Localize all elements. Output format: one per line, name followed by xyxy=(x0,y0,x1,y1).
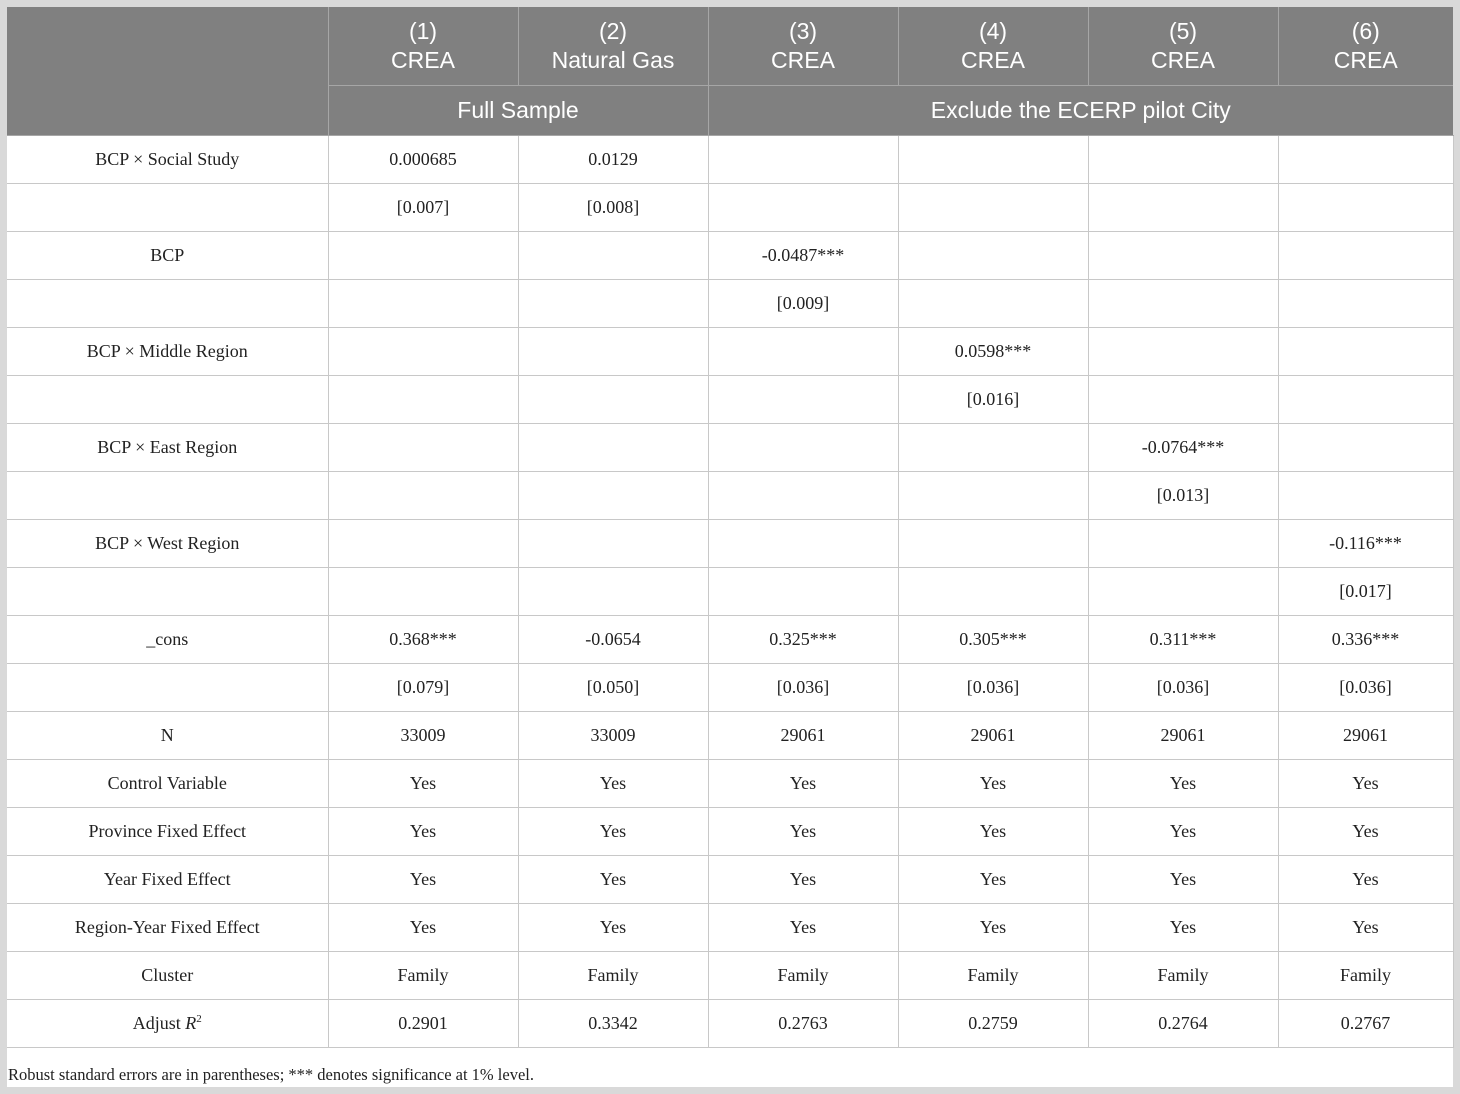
table-cell xyxy=(1088,520,1278,568)
row-label: N xyxy=(7,712,328,760)
row-label xyxy=(7,664,328,712)
table-cell: 29061 xyxy=(1088,712,1278,760)
column-header-5: (5) CREA xyxy=(1088,7,1278,86)
table-cell: Yes xyxy=(898,760,1088,808)
adjust-label-variable: R xyxy=(185,1013,197,1033)
row-label xyxy=(7,1000,328,1048)
table-cell: Yes xyxy=(1278,760,1453,808)
table-cell xyxy=(708,184,898,232)
table-cell: [0.036] xyxy=(1278,664,1453,712)
table-cell xyxy=(518,280,708,328)
table-cell: 29061 xyxy=(708,712,898,760)
table-cell: 0.2764 xyxy=(1088,1000,1278,1048)
row-label: BCP × West Region xyxy=(7,520,328,568)
table-cell: Yes xyxy=(518,856,708,904)
table-row xyxy=(7,856,1453,904)
table-cell xyxy=(328,520,518,568)
table-cell: 0.3342 xyxy=(518,1000,708,1048)
table-cell xyxy=(1278,280,1453,328)
table-cell xyxy=(1088,232,1278,280)
table-cell: 0.0129 xyxy=(518,136,708,184)
table-cell xyxy=(1088,184,1278,232)
adjust-label-superscript: 2 xyxy=(196,1013,202,1025)
table-cell xyxy=(1278,376,1453,424)
table-cell xyxy=(708,376,898,424)
table-cell: Yes xyxy=(328,760,518,808)
table-cell: Yes xyxy=(1278,856,1453,904)
row-label xyxy=(7,184,328,232)
row-label: BCP × Social Study xyxy=(7,136,328,184)
table-row xyxy=(7,136,1453,184)
group-header-exclude-pilot: Exclude the ECERP pilot City xyxy=(708,86,1453,136)
table-row xyxy=(7,328,1453,376)
table-cell: Family xyxy=(518,952,708,1000)
table-cell: Yes xyxy=(708,856,898,904)
table-row xyxy=(7,376,1453,424)
table-row xyxy=(7,712,1453,760)
table-cell: 0.305*** xyxy=(898,616,1088,664)
table-cell: [0.016] xyxy=(898,376,1088,424)
table-cell: 0.2759 xyxy=(898,1000,1088,1048)
table-cell: [0.009] xyxy=(708,280,898,328)
table-cell xyxy=(1088,328,1278,376)
table-cell: Yes xyxy=(328,856,518,904)
table-row xyxy=(7,760,1453,808)
table-cell xyxy=(1088,568,1278,616)
table-body xyxy=(7,136,1453,1048)
table-cell: -0.0764*** xyxy=(1088,424,1278,472)
table-cell: Family xyxy=(708,952,898,1000)
row-label: Year Fixed Effect xyxy=(7,856,328,904)
table-cell: Yes xyxy=(898,904,1088,952)
table-cell: Yes xyxy=(1278,904,1453,952)
table-cell xyxy=(518,376,708,424)
group-header-full-sample: Full Sample xyxy=(328,86,708,136)
table-cell: [0.007] xyxy=(328,184,518,232)
table-cell: Yes xyxy=(1088,856,1278,904)
table-cell: Family xyxy=(898,952,1088,1000)
table-cell xyxy=(898,472,1088,520)
table-row xyxy=(7,520,1453,568)
table-cell: Family xyxy=(1278,952,1453,1000)
table-cell: [0.050] xyxy=(518,664,708,712)
table-cell: Yes xyxy=(518,904,708,952)
table-cell xyxy=(708,472,898,520)
table-row xyxy=(7,568,1453,616)
table-row xyxy=(7,280,1453,328)
row-label xyxy=(7,376,328,424)
table-cell xyxy=(1278,184,1453,232)
table-cell: 29061 xyxy=(1278,712,1453,760)
table-cell xyxy=(1278,328,1453,376)
table-cell: 33009 xyxy=(518,712,708,760)
table-cell: Yes xyxy=(328,808,518,856)
table-row xyxy=(7,616,1453,664)
table-cell xyxy=(708,424,898,472)
table-cell: 0.311*** xyxy=(1088,616,1278,664)
table-row xyxy=(7,232,1453,280)
row-label: BCP × East Region xyxy=(7,424,328,472)
table-cell xyxy=(328,568,518,616)
row-label xyxy=(7,472,328,520)
table-cell xyxy=(898,280,1088,328)
table-cell: [0.036] xyxy=(1088,664,1278,712)
table-cell xyxy=(1278,232,1453,280)
table-row xyxy=(7,424,1453,472)
table-cell: [0.079] xyxy=(328,664,518,712)
column-header-6: (6) CREA xyxy=(1278,7,1453,86)
table-cell: [0.008] xyxy=(518,184,708,232)
table-cell: 0.000685 xyxy=(328,136,518,184)
regression-table xyxy=(7,7,1454,1048)
table-row-adjust-r2 xyxy=(7,1000,1453,1048)
table-footnote: Robust standard errors are in parentheses; *** denotes significance at 1% level. xyxy=(8,1065,534,1084)
adjust-label-prefix: Adjust xyxy=(132,1013,186,1033)
column-header-3: (3) CREA xyxy=(708,7,898,86)
table-cell: Yes xyxy=(1278,808,1453,856)
table-cell: Yes xyxy=(708,808,898,856)
row-label xyxy=(7,568,328,616)
table-cell xyxy=(898,568,1088,616)
table-cell xyxy=(518,472,708,520)
table-cell: Yes xyxy=(898,808,1088,856)
table-cell xyxy=(708,136,898,184)
table-cell xyxy=(898,520,1088,568)
table-row xyxy=(7,664,1453,712)
column-header-2: (2) Natural Gas xyxy=(518,7,708,86)
table-cell: 0.325*** xyxy=(708,616,898,664)
table-cell xyxy=(708,568,898,616)
row-label: Control Variable xyxy=(7,760,328,808)
table-cell: 0.336*** xyxy=(1278,616,1453,664)
table-cell xyxy=(898,232,1088,280)
table-cell xyxy=(898,184,1088,232)
column-header-1: (1) CREA xyxy=(328,7,518,86)
table-cell: [0.013] xyxy=(1088,472,1278,520)
table-cell: -0.0654 xyxy=(518,616,708,664)
table-row xyxy=(7,904,1453,952)
table-cell xyxy=(898,424,1088,472)
table-cell: -0.0487*** xyxy=(708,232,898,280)
table-cell: [0.036] xyxy=(898,664,1088,712)
header-row-columns xyxy=(7,7,1453,86)
table-cell: Yes xyxy=(518,760,708,808)
table-cell: Yes xyxy=(518,808,708,856)
table-cell xyxy=(328,424,518,472)
table-cell xyxy=(518,328,708,376)
table-cell: Yes xyxy=(708,904,898,952)
table-cell: Yes xyxy=(708,760,898,808)
table-cell: 33009 xyxy=(328,712,518,760)
row-label: _cons xyxy=(7,616,328,664)
table-cell xyxy=(518,232,708,280)
table-cell xyxy=(1088,376,1278,424)
table-row xyxy=(7,808,1453,856)
table-row xyxy=(7,184,1453,232)
table-cell: 0.2767 xyxy=(1278,1000,1453,1048)
table-cell xyxy=(328,376,518,424)
table-row xyxy=(7,952,1453,1000)
row-label: Cluster xyxy=(7,952,328,1000)
row-label xyxy=(7,280,328,328)
table-cell xyxy=(518,520,708,568)
table-cell: Family xyxy=(1088,952,1278,1000)
table-cell xyxy=(1278,424,1453,472)
table-cell: 0.2763 xyxy=(708,1000,898,1048)
table-cell xyxy=(328,280,518,328)
table-cell: Yes xyxy=(1088,808,1278,856)
table-cell: [0.036] xyxy=(708,664,898,712)
table-cell xyxy=(1088,280,1278,328)
table-cell xyxy=(518,424,708,472)
regression-table-frame xyxy=(7,7,1453,1087)
table-cell: 0.0598*** xyxy=(898,328,1088,376)
table-cell xyxy=(328,472,518,520)
header-corner-cell xyxy=(7,7,328,136)
table-cell: Yes xyxy=(1088,904,1278,952)
table-cell xyxy=(708,520,898,568)
table-cell: 29061 xyxy=(898,712,1088,760)
table-cell: -0.116*** xyxy=(1278,520,1453,568)
table-cell: Yes xyxy=(898,856,1088,904)
table-cell xyxy=(1278,472,1453,520)
table-cell: Yes xyxy=(1088,760,1278,808)
table-cell: Family xyxy=(328,952,518,1000)
row-label: Province Fixed Effect xyxy=(7,808,328,856)
row-label: Region-Year Fixed Effect xyxy=(7,904,328,952)
table-cell: 0.368*** xyxy=(328,616,518,664)
row-label: BCP xyxy=(7,232,328,280)
table-cell xyxy=(898,136,1088,184)
table-cell xyxy=(328,232,518,280)
table-cell: [0.017] xyxy=(1278,568,1453,616)
table-cell: Yes xyxy=(328,904,518,952)
table-cell: 0.2901 xyxy=(328,1000,518,1048)
table-cell xyxy=(518,568,708,616)
row-label: BCP × Middle Region xyxy=(7,328,328,376)
table-cell xyxy=(328,328,518,376)
table-row xyxy=(7,472,1453,520)
table-cell xyxy=(1088,136,1278,184)
table-cell xyxy=(708,328,898,376)
table-cell xyxy=(1278,136,1453,184)
column-header-4: (4) CREA xyxy=(898,7,1088,86)
